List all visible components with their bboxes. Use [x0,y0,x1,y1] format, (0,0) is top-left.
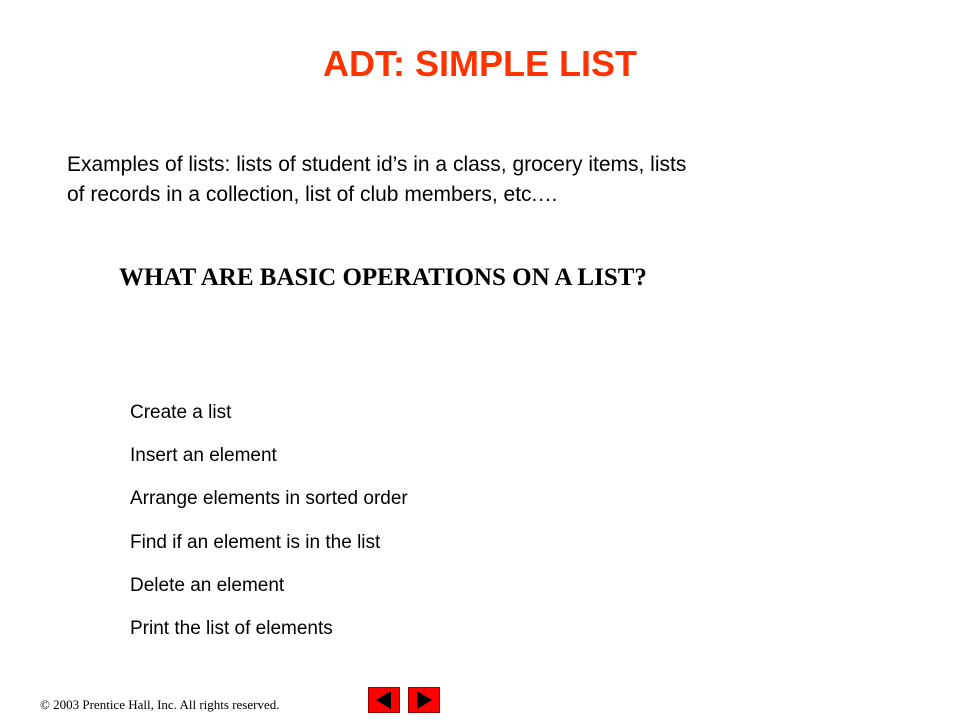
intro-paragraph [67,150,867,210]
operations-list [130,400,408,659]
operation-item: Delete an element [130,574,285,596]
operation-item: Find if an element is in the list [130,531,381,553]
slide-title: ADT: SIMPLE LIST [323,43,637,84]
intro-line: Examples of lists: lists of student id’s in a class, grocery items, lists [67,153,687,176]
operation-item: Create a list [130,402,232,423]
copyright-footer: © 2003 Prentice Hall, Inc. All rights reserved. [40,697,280,712]
right-arrow-icon [409,688,439,712]
previous-slide-button[interactable] [368,687,400,713]
intro-line: of records in a collection, list of club members, etc.… [67,183,559,206]
next-slide-button[interactable] [408,687,440,713]
operation-item: Arrange elements in sorted order [130,488,408,510]
question-heading: WHAT ARE BASIC OPERATIONS ON A LIST? [119,264,647,291]
operation-item: Insert an element [130,445,277,467]
operation-item: Print the list of elements [130,617,333,639]
left-arrow-icon [369,688,399,712]
